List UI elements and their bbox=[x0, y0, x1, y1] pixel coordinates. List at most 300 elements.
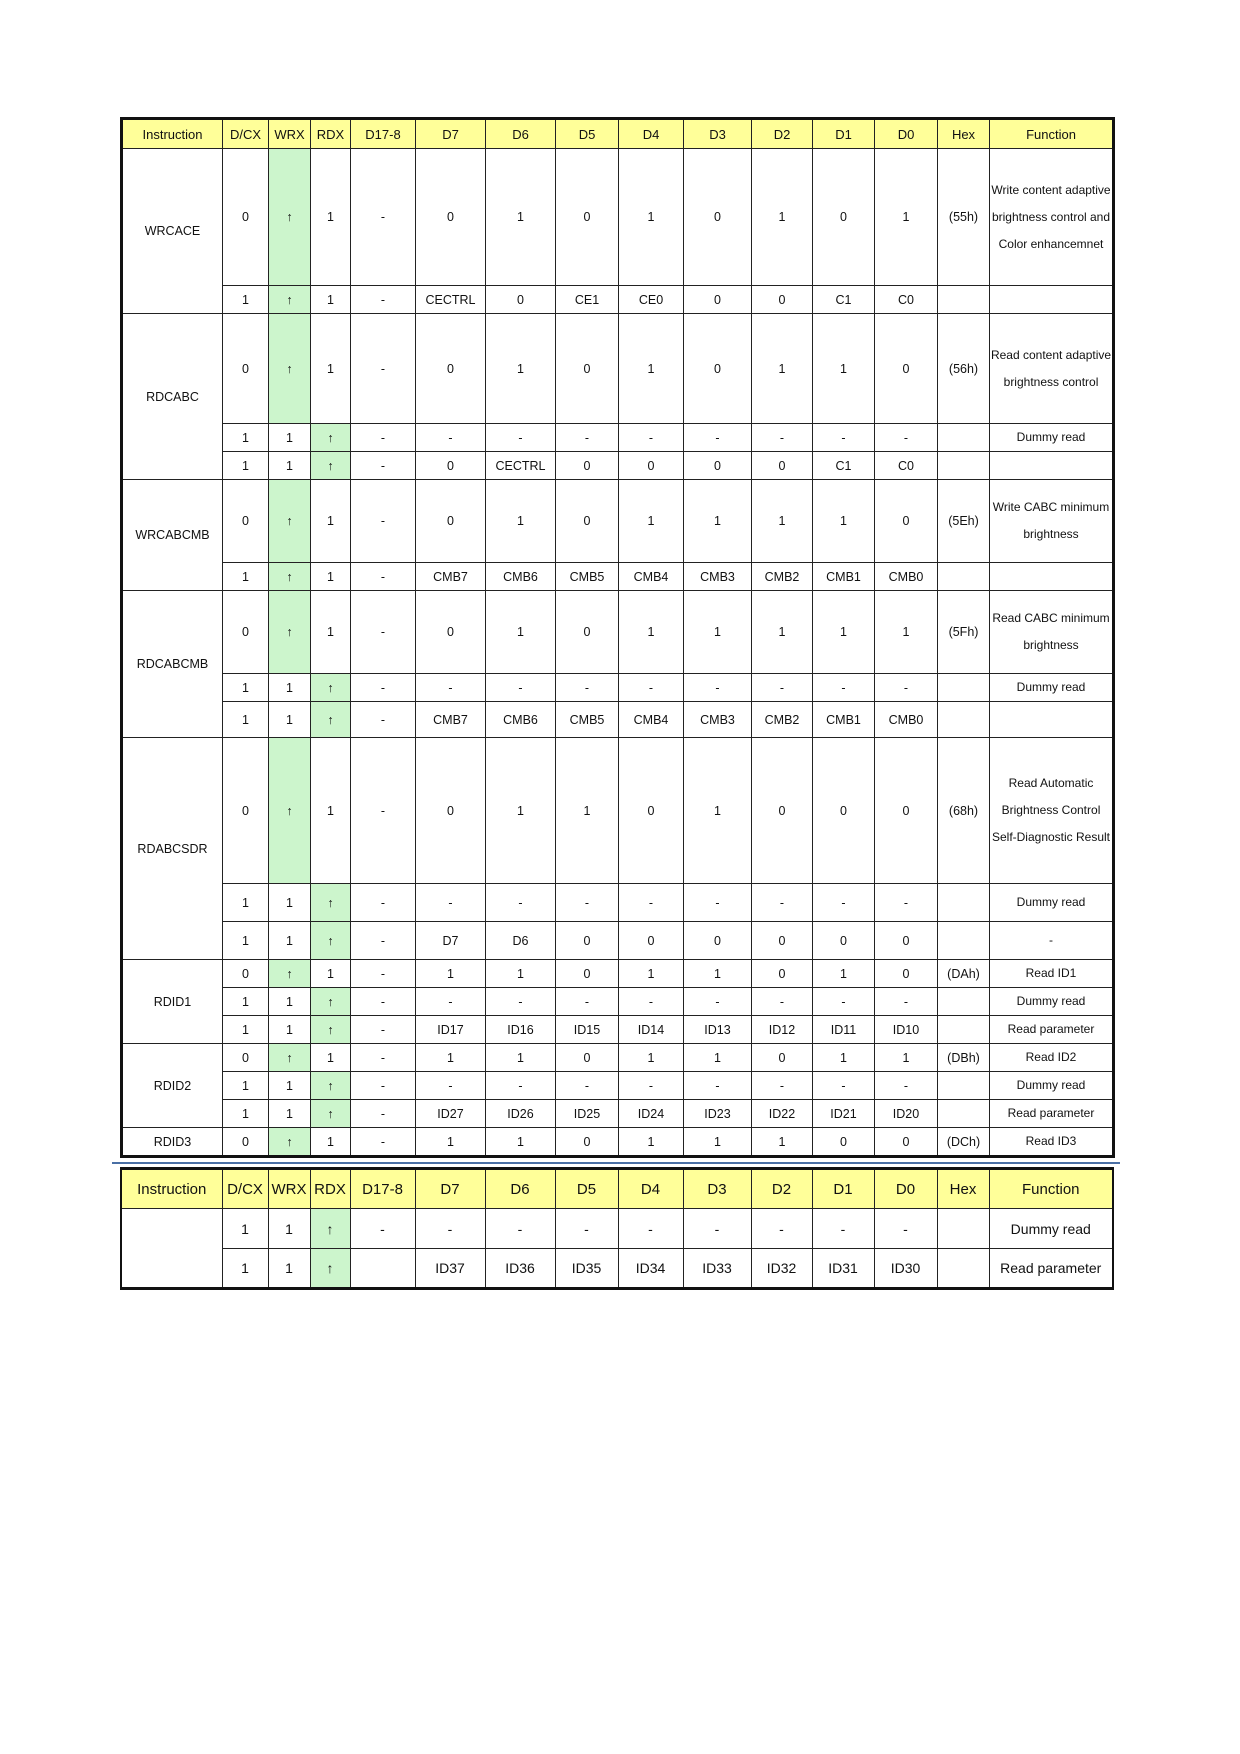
data-cell: 0 bbox=[486, 286, 556, 314]
data-cell: - bbox=[813, 988, 875, 1016]
data-cell: 1 bbox=[486, 1128, 556, 1157]
data-cell: 1 bbox=[486, 1044, 556, 1072]
data-cell: 0 bbox=[223, 1128, 269, 1157]
data-cell: 1 bbox=[875, 1044, 938, 1072]
table-row bbox=[122, 738, 1114, 884]
data-cell: CMB5 bbox=[556, 702, 619, 738]
data-cell: 1 bbox=[222, 1249, 268, 1289]
data-cell: - bbox=[351, 884, 416, 922]
data-cell: 1 bbox=[223, 1100, 269, 1128]
table-row bbox=[122, 922, 1114, 960]
data-cell: CMB7 bbox=[416, 702, 486, 738]
data-cell: 1 bbox=[752, 314, 813, 424]
function-cell: Read Automatic Brightness Control Self-Diagnostic Result bbox=[990, 738, 1114, 884]
data-cell: - bbox=[351, 591, 416, 674]
function-cell: Write content adaptive brightness control and Color enhancemnet bbox=[990, 149, 1114, 286]
data-cell: ID17 bbox=[416, 1016, 486, 1044]
data-cell: ID30 bbox=[874, 1249, 937, 1289]
data-cell: 0 bbox=[752, 452, 813, 480]
data-cell: ID21 bbox=[813, 1100, 875, 1128]
data-cell: CMB0 bbox=[875, 702, 938, 738]
data-cell: - bbox=[556, 424, 619, 452]
data-cell: 0 bbox=[223, 1044, 269, 1072]
data-cell: (DCh) bbox=[938, 1128, 990, 1157]
data-cell: CMB6 bbox=[486, 702, 556, 738]
data-cell: 1 bbox=[268, 1209, 310, 1249]
data-cell: (56h) bbox=[938, 314, 990, 424]
function-cell: Read CABC minimum brightness bbox=[990, 591, 1114, 674]
table-row bbox=[122, 960, 1114, 988]
data-cell: 0 bbox=[875, 1128, 938, 1157]
data-cell: (5Eh) bbox=[938, 480, 990, 563]
data-cell: ↑ bbox=[311, 988, 351, 1016]
data-cell: - bbox=[351, 424, 416, 452]
data-cell: 1 bbox=[223, 884, 269, 922]
data-cell: 1 bbox=[311, 563, 351, 591]
data-cell: ID31 bbox=[812, 1249, 874, 1289]
table-row bbox=[122, 591, 1114, 674]
data-cell: 0 bbox=[752, 286, 813, 314]
data-cell: 1 bbox=[416, 960, 486, 988]
data-cell: 0 bbox=[223, 480, 269, 563]
data-cell: 1 bbox=[619, 1044, 684, 1072]
data-cell: 0 bbox=[223, 314, 269, 424]
data-cell: 1 bbox=[813, 314, 875, 424]
data-cell: 0 bbox=[619, 738, 684, 884]
header-cell: D2 bbox=[751, 1169, 812, 1209]
data-cell: ↑ bbox=[311, 1072, 351, 1100]
data-cell: C0 bbox=[875, 286, 938, 314]
data-cell: 0 bbox=[684, 452, 752, 480]
data-cell: 0 bbox=[223, 149, 269, 286]
data-cell: 0 bbox=[875, 738, 938, 884]
data-cell: 1 bbox=[311, 960, 351, 988]
table-row bbox=[122, 314, 1114, 424]
data-cell: ↑ bbox=[311, 922, 351, 960]
data-cell: - bbox=[351, 738, 416, 884]
data-cell: ID32 bbox=[751, 1249, 812, 1289]
header-cell: D4 bbox=[619, 119, 684, 149]
data-cell: - bbox=[813, 1072, 875, 1100]
data-cell: 0 bbox=[556, 1044, 619, 1072]
data-cell: 1 bbox=[619, 149, 684, 286]
header-cell: Instruction bbox=[121, 1169, 222, 1209]
function-cell: - bbox=[990, 922, 1114, 960]
header-row bbox=[121, 1169, 1113, 1209]
data-cell: - bbox=[351, 1128, 416, 1157]
table-row bbox=[122, 149, 1114, 286]
data-cell: - bbox=[684, 988, 752, 1016]
continuation-table bbox=[120, 1167, 1114, 1290]
data-cell: - bbox=[556, 1072, 619, 1100]
data-cell: 1 bbox=[619, 480, 684, 563]
data-cell: 1 bbox=[223, 1016, 269, 1044]
data-cell: CMB4 bbox=[619, 702, 684, 738]
data-cell: ↑ bbox=[311, 1100, 351, 1128]
function-cell bbox=[990, 286, 1114, 314]
data-cell: - bbox=[619, 884, 684, 922]
data-cell: - bbox=[351, 1100, 416, 1128]
data-cell: 1 bbox=[486, 960, 556, 988]
data-cell bbox=[938, 702, 990, 738]
header-cell: WRX bbox=[269, 119, 311, 149]
data-cell: - bbox=[416, 988, 486, 1016]
data-cell: - bbox=[486, 988, 556, 1016]
data-cell: 1 bbox=[223, 702, 269, 738]
data-cell: 1 bbox=[556, 738, 619, 884]
data-cell: - bbox=[619, 1072, 684, 1100]
data-cell: 1 bbox=[311, 149, 351, 286]
header-row bbox=[122, 119, 1114, 149]
data-cell: CMB3 bbox=[684, 563, 752, 591]
data-cell: - bbox=[813, 884, 875, 922]
data-cell: CE1 bbox=[556, 286, 619, 314]
data-cell: - bbox=[351, 1072, 416, 1100]
data-cell: - bbox=[555, 1209, 618, 1249]
data-cell: - bbox=[752, 988, 813, 1016]
data-cell: 1 bbox=[223, 286, 269, 314]
data-cell: 0 bbox=[875, 314, 938, 424]
data-cell: C1 bbox=[813, 452, 875, 480]
data-cell: ID37 bbox=[415, 1249, 485, 1289]
data-cell: (DAh) bbox=[938, 960, 990, 988]
data-cell: ↑ bbox=[311, 452, 351, 480]
function-cell: Dummy read bbox=[990, 884, 1114, 922]
data-cell: 1 bbox=[269, 884, 311, 922]
data-cell: ↑ bbox=[311, 674, 351, 702]
data-cell: 1 bbox=[813, 1044, 875, 1072]
header-cell: D0 bbox=[874, 1169, 937, 1209]
data-cell: 1 bbox=[223, 674, 269, 702]
instruction-cell: WRCACE bbox=[122, 149, 223, 314]
data-cell: 1 bbox=[684, 591, 752, 674]
table-row bbox=[122, 1044, 1114, 1072]
instruction-cell bbox=[121, 1209, 222, 1289]
data-cell: 1 bbox=[486, 480, 556, 563]
data-cell: 0 bbox=[813, 1128, 875, 1157]
data-cell: CMB3 bbox=[684, 702, 752, 738]
data-cell: ID13 bbox=[684, 1016, 752, 1044]
data-cell: - bbox=[416, 884, 486, 922]
data-cell: 0 bbox=[416, 738, 486, 884]
instruction-cell: WRCABCMB bbox=[122, 480, 223, 591]
data-cell bbox=[938, 1100, 990, 1128]
data-cell: 1 bbox=[486, 591, 556, 674]
data-cell: ID12 bbox=[752, 1016, 813, 1044]
data-cell: 0 bbox=[619, 922, 684, 960]
data-cell: - bbox=[351, 480, 416, 563]
data-cell: ↑ bbox=[269, 1044, 311, 1072]
data-cell: 0 bbox=[416, 314, 486, 424]
data-cell bbox=[938, 988, 990, 1016]
header-cell: D1 bbox=[813, 119, 875, 149]
data-cell bbox=[938, 1016, 990, 1044]
data-cell: - bbox=[875, 674, 938, 702]
data-cell: 1 bbox=[269, 1072, 311, 1100]
data-cell: ↑ bbox=[269, 738, 311, 884]
data-cell: 1 bbox=[223, 922, 269, 960]
data-cell: 1 bbox=[813, 960, 875, 988]
header-cell: WRX bbox=[268, 1169, 310, 1209]
data-cell: - bbox=[684, 884, 752, 922]
data-cell: 0 bbox=[416, 591, 486, 674]
data-cell: 1 bbox=[269, 988, 311, 1016]
instruction-cell: RDID3 bbox=[122, 1128, 223, 1157]
data-cell bbox=[938, 922, 990, 960]
data-cell: 0 bbox=[752, 738, 813, 884]
data-cell: - bbox=[351, 149, 416, 286]
data-cell: 1 bbox=[311, 1044, 351, 1072]
data-cell: - bbox=[874, 1209, 937, 1249]
data-cell: 0 bbox=[556, 960, 619, 988]
data-cell: 1 bbox=[268, 1249, 310, 1289]
header-cell: D0 bbox=[875, 119, 938, 149]
instruction-cell: RDID1 bbox=[122, 960, 223, 1044]
data-cell: ↑ bbox=[269, 1128, 311, 1157]
data-cell: ID14 bbox=[619, 1016, 684, 1044]
data-cell: 0 bbox=[875, 922, 938, 960]
table-row bbox=[122, 424, 1114, 452]
data-cell: - bbox=[619, 988, 684, 1016]
function-cell: Read parameter bbox=[990, 1016, 1114, 1044]
data-cell: 1 bbox=[416, 1044, 486, 1072]
data-cell: ID15 bbox=[556, 1016, 619, 1044]
function-cell: Dummy read bbox=[990, 988, 1114, 1016]
header-cell: D7 bbox=[416, 119, 486, 149]
data-cell: 1 bbox=[222, 1209, 268, 1249]
data-cell: ID20 bbox=[875, 1100, 938, 1128]
data-cell: - bbox=[486, 884, 556, 922]
data-cell: ID25 bbox=[556, 1100, 619, 1128]
data-cell: ↑ bbox=[310, 1249, 350, 1289]
data-cell: - bbox=[812, 1209, 874, 1249]
data-cell: 1 bbox=[269, 452, 311, 480]
data-cell: 1 bbox=[684, 1044, 752, 1072]
data-cell: 1 bbox=[223, 452, 269, 480]
data-cell: 1 bbox=[619, 314, 684, 424]
data-cell: 1 bbox=[269, 674, 311, 702]
data-cell: 0 bbox=[556, 314, 619, 424]
data-cell: - bbox=[415, 1209, 485, 1249]
data-cell: ID11 bbox=[813, 1016, 875, 1044]
data-cell: 1 bbox=[223, 563, 269, 591]
data-cell: (55h) bbox=[938, 149, 990, 286]
data-cell: ↑ bbox=[269, 480, 311, 563]
header-cell: D7 bbox=[415, 1169, 485, 1209]
data-cell: ID34 bbox=[618, 1249, 683, 1289]
table-row bbox=[121, 1249, 1113, 1289]
function-cell: Dummy read bbox=[990, 1072, 1114, 1100]
header-cell: Function bbox=[990, 119, 1114, 149]
data-cell: - bbox=[485, 1209, 555, 1249]
header-cell: D6 bbox=[485, 1169, 555, 1209]
data-cell: - bbox=[351, 922, 416, 960]
table-row bbox=[122, 286, 1114, 314]
data-cell: CMB1 bbox=[813, 702, 875, 738]
data-cell: 1 bbox=[269, 1100, 311, 1128]
data-cell: 1 bbox=[269, 922, 311, 960]
header-cell: D/CX bbox=[223, 119, 269, 149]
data-cell: 1 bbox=[486, 738, 556, 884]
data-cell bbox=[938, 1072, 990, 1100]
instruction-cell: RDABCSDR bbox=[122, 738, 223, 960]
data-cell: ID26 bbox=[486, 1100, 556, 1128]
data-cell: - bbox=[416, 1072, 486, 1100]
data-cell: ↑ bbox=[311, 424, 351, 452]
data-cell: ID36 bbox=[485, 1249, 555, 1289]
data-cell bbox=[938, 884, 990, 922]
data-cell: 1 bbox=[223, 988, 269, 1016]
data-cell: 0 bbox=[813, 149, 875, 286]
data-cell: ID10 bbox=[875, 1016, 938, 1044]
data-cell: 1 bbox=[269, 424, 311, 452]
data-cell: ↑ bbox=[269, 149, 311, 286]
data-cell: ↑ bbox=[311, 702, 351, 738]
data-cell: 1 bbox=[752, 1128, 813, 1157]
header-cell: D/CX bbox=[222, 1169, 268, 1209]
data-cell: 1 bbox=[311, 591, 351, 674]
data-cell: 0 bbox=[556, 922, 619, 960]
data-cell: 0 bbox=[223, 960, 269, 988]
header-cell: D6 bbox=[486, 119, 556, 149]
data-cell: 0 bbox=[684, 286, 752, 314]
data-cell: 0 bbox=[684, 922, 752, 960]
data-cell: 0 bbox=[416, 149, 486, 286]
data-cell: ↑ bbox=[269, 960, 311, 988]
data-cell: ID16 bbox=[486, 1016, 556, 1044]
data-cell: ↑ bbox=[269, 563, 311, 591]
data-cell: 1 bbox=[684, 1128, 752, 1157]
data-cell: 1 bbox=[684, 960, 752, 988]
data-cell: - bbox=[752, 424, 813, 452]
data-cell: - bbox=[351, 452, 416, 480]
data-cell: - bbox=[875, 988, 938, 1016]
instruction-cell: RDCABCMB bbox=[122, 591, 223, 738]
data-cell: - bbox=[416, 424, 486, 452]
data-cell: 1 bbox=[486, 314, 556, 424]
data-cell bbox=[937, 1249, 989, 1289]
data-cell: - bbox=[619, 424, 684, 452]
data-cell: ID27 bbox=[416, 1100, 486, 1128]
data-cell: 1 bbox=[875, 149, 938, 286]
data-cell: - bbox=[486, 1072, 556, 1100]
data-cell: ID33 bbox=[683, 1249, 751, 1289]
function-cell: Dummy read bbox=[990, 424, 1114, 452]
header-cell: D4 bbox=[618, 1169, 683, 1209]
header-cell: D5 bbox=[556, 119, 619, 149]
table-row bbox=[122, 452, 1114, 480]
data-cell: ↑ bbox=[311, 1016, 351, 1044]
table-row bbox=[122, 988, 1114, 1016]
data-cell: - bbox=[683, 1209, 751, 1249]
data-cell: 1 bbox=[269, 702, 311, 738]
data-cell: 1 bbox=[684, 738, 752, 884]
data-cell: - bbox=[875, 884, 938, 922]
data-cell: ↑ bbox=[310, 1209, 350, 1249]
data-cell: - bbox=[751, 1209, 812, 1249]
data-cell: CECTRL bbox=[486, 452, 556, 480]
data-cell: ID35 bbox=[555, 1249, 618, 1289]
data-cell: D6 bbox=[486, 922, 556, 960]
data-cell: C1 bbox=[813, 286, 875, 314]
data-cell: - bbox=[350, 1209, 415, 1249]
data-cell: ↑ bbox=[311, 884, 351, 922]
data-cell bbox=[350, 1249, 415, 1289]
header-cell: Hex bbox=[938, 119, 990, 149]
function-cell: Read content adaptive brightness control bbox=[990, 314, 1114, 424]
data-cell bbox=[938, 674, 990, 702]
table-row bbox=[122, 1100, 1114, 1128]
data-cell: 0 bbox=[813, 738, 875, 884]
data-cell: (DBh) bbox=[938, 1044, 990, 1072]
data-cell: - bbox=[556, 674, 619, 702]
data-cell: 1 bbox=[223, 1072, 269, 1100]
header-cell: D1 bbox=[812, 1169, 874, 1209]
header-cell: RDX bbox=[310, 1169, 350, 1209]
function-cell bbox=[990, 452, 1114, 480]
data-cell: - bbox=[752, 884, 813, 922]
table-row bbox=[122, 702, 1114, 738]
data-cell: - bbox=[813, 424, 875, 452]
data-cell: 1 bbox=[684, 480, 752, 563]
data-cell bbox=[938, 563, 990, 591]
data-cell: 1 bbox=[311, 314, 351, 424]
data-cell: - bbox=[752, 1072, 813, 1100]
data-cell: - bbox=[351, 1016, 416, 1044]
table-row bbox=[122, 1128, 1114, 1157]
header-cell: D3 bbox=[683, 1169, 751, 1209]
data-cell: 1 bbox=[416, 1128, 486, 1157]
data-cell: CMB1 bbox=[813, 563, 875, 591]
function-cell bbox=[990, 563, 1114, 591]
table-row bbox=[122, 1016, 1114, 1044]
data-cell: ID24 bbox=[619, 1100, 684, 1128]
data-cell: 1 bbox=[619, 591, 684, 674]
function-cell bbox=[990, 702, 1114, 738]
instruction-cell: RDID2 bbox=[122, 1044, 223, 1128]
data-cell: - bbox=[351, 286, 416, 314]
data-cell: CECTRL bbox=[416, 286, 486, 314]
data-cell bbox=[937, 1209, 989, 1249]
data-cell: 0 bbox=[619, 452, 684, 480]
data-cell: (68h) bbox=[938, 738, 990, 884]
data-cell: 0 bbox=[556, 452, 619, 480]
data-cell: 0 bbox=[556, 591, 619, 674]
data-cell: D7 bbox=[416, 922, 486, 960]
data-cell: - bbox=[875, 1072, 938, 1100]
data-cell: 1 bbox=[752, 591, 813, 674]
data-cell: 1 bbox=[813, 591, 875, 674]
data-cell bbox=[938, 286, 990, 314]
data-cell: 1 bbox=[486, 149, 556, 286]
command-table bbox=[120, 117, 1115, 1158]
table-row bbox=[122, 674, 1114, 702]
data-cell: ID22 bbox=[752, 1100, 813, 1128]
data-cell: C0 bbox=[875, 452, 938, 480]
header-cell: RDX bbox=[311, 119, 351, 149]
data-cell: 1 bbox=[311, 738, 351, 884]
data-cell: - bbox=[684, 674, 752, 702]
data-cell: - bbox=[556, 884, 619, 922]
data-cell: ↑ bbox=[269, 314, 311, 424]
data-cell: CE0 bbox=[619, 286, 684, 314]
header-cell: D17-8 bbox=[350, 1169, 415, 1209]
table-row bbox=[122, 563, 1114, 591]
function-cell: Read ID1 bbox=[990, 960, 1114, 988]
data-cell: 1 bbox=[619, 960, 684, 988]
data-cell: ID23 bbox=[684, 1100, 752, 1128]
table-row bbox=[122, 480, 1114, 563]
